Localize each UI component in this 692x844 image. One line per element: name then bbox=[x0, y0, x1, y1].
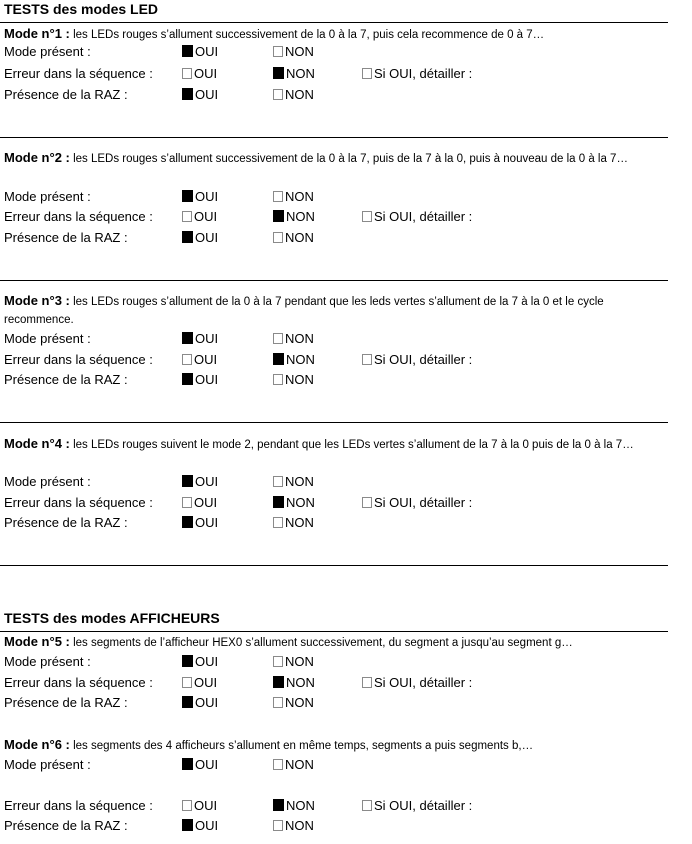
mode-present-label: Mode présent : bbox=[4, 474, 91, 489]
present-oui-option-label: OUI bbox=[195, 189, 219, 204]
erreur-non-option-checkbox[interactable] bbox=[273, 210, 284, 222]
detail-option-checkbox[interactable] bbox=[362, 677, 372, 688]
divider bbox=[0, 280, 668, 281]
present-oui-option-label: OUI bbox=[195, 757, 219, 772]
raz-non-option-checkbox[interactable] bbox=[273, 517, 283, 528]
present-non-option-label: NON bbox=[285, 474, 314, 489]
raz-oui-option-label: OUI bbox=[195, 87, 219, 102]
erreur-sequence-label: Erreur dans la séquence : bbox=[4, 495, 153, 510]
raz-oui-option-checkbox[interactable] bbox=[182, 696, 193, 708]
raz-non-option-checkbox[interactable] bbox=[273, 232, 283, 243]
present-non-option-label: NON bbox=[285, 654, 314, 669]
raz-presence-label: Présence de la RAZ : bbox=[4, 695, 128, 710]
divider bbox=[0, 22, 668, 23]
mode-text: les LEDs rouges suivent le mode 2, pendant que les LEDs vertes s’allument de la 7 à la 0 puis de la 0 à la 7… bbox=[69, 439, 634, 451]
mode-heading: Mode n°4 : bbox=[4, 436, 70, 451]
display-section-title: TESTS des modes AFFICHEURS bbox=[4, 610, 220, 626]
erreur-sequence-label: Erreur dans la séquence : bbox=[4, 798, 153, 813]
mode-text: les LEDs rouges s’allument successivement de la 0 à la 7, puis cela recommence de 0 à 7… bbox=[69, 29, 545, 41]
present-non-option[interactable] bbox=[273, 189, 314, 204]
mode-text: les LEDs rouges s’allument successivement de la 0 à la 7, puis de la 7 à la 0, puis à nouveau de la 0 à la 7… bbox=[69, 153, 628, 165]
raz-non-option-label: NON bbox=[285, 818, 314, 833]
erreur-oui-option[interactable] bbox=[182, 66, 217, 81]
detail-option-label: Si OUI, détailler : bbox=[374, 675, 473, 690]
present-non-option-checkbox[interactable] bbox=[273, 333, 283, 344]
raz-oui-option-checkbox[interactable] bbox=[182, 231, 193, 243]
detail-option-label: Si OUI, détailler : bbox=[374, 352, 473, 367]
raz-oui-option[interactable] bbox=[182, 515, 218, 530]
present-non-option[interactable] bbox=[273, 474, 314, 489]
raz-oui-option-checkbox[interactable] bbox=[182, 819, 193, 831]
divider bbox=[0, 137, 668, 138]
present-non-option-label: NON bbox=[285, 757, 314, 772]
mode-text: les segments de l’afficheur HEX0 s’allument successivement, du segment a jusqu’au segment g… bbox=[69, 637, 573, 649]
mode-heading: Mode n°1 : bbox=[4, 26, 70, 41]
erreur-non-option-label: NON bbox=[286, 675, 315, 690]
present-non-option-checkbox[interactable] bbox=[273, 476, 283, 487]
present-oui-option-checkbox[interactable] bbox=[182, 655, 193, 667]
raz-non-option-checkbox[interactable] bbox=[273, 374, 283, 385]
erreur-non-option-label: NON bbox=[286, 352, 315, 367]
present-oui-option-checkbox[interactable] bbox=[182, 45, 193, 57]
erreur-oui-option-checkbox[interactable] bbox=[182, 800, 192, 811]
mode-description bbox=[4, 633, 664, 652]
raz-non-option[interactable] bbox=[273, 87, 314, 102]
raz-oui-option-checkbox[interactable] bbox=[182, 373, 193, 385]
erreur-non-option[interactable] bbox=[273, 66, 315, 81]
raz-oui-option-label: OUI bbox=[195, 372, 219, 387]
mode-text: les segments des 4 afficheurs s’allument en même temps, segments a puis segments b,… bbox=[69, 740, 534, 752]
mode-description bbox=[4, 25, 664, 44]
erreur-non-option[interactable] bbox=[273, 798, 315, 813]
raz-non-option-label: NON bbox=[285, 230, 314, 245]
erreur-oui-option-checkbox[interactable] bbox=[182, 68, 192, 79]
raz-oui-option-checkbox[interactable] bbox=[182, 88, 193, 100]
present-non-option-checkbox[interactable] bbox=[273, 46, 283, 57]
mode-description bbox=[4, 292, 664, 329]
raz-non-option-label: NON bbox=[285, 87, 314, 102]
erreur-oui-option-label: OUI bbox=[194, 352, 218, 367]
detail-option-checkbox[interactable] bbox=[362, 354, 372, 365]
present-non-option[interactable] bbox=[273, 654, 314, 669]
present-oui-option[interactable] bbox=[182, 44, 218, 59]
mode-heading: Mode n°5 : bbox=[4, 634, 70, 649]
raz-oui-option[interactable] bbox=[182, 230, 218, 245]
divider bbox=[0, 631, 668, 632]
raz-oui-option-label: OUI bbox=[195, 695, 219, 710]
present-oui-option-checkbox[interactable] bbox=[182, 190, 193, 202]
raz-oui-option-label: OUI bbox=[195, 818, 219, 833]
present-oui-option-checkbox[interactable] bbox=[182, 758, 193, 770]
erreur-non-option[interactable] bbox=[273, 209, 315, 224]
present-non-option[interactable] bbox=[273, 44, 314, 59]
present-oui-option-label: OUI bbox=[195, 331, 219, 346]
raz-oui-option-label: OUI bbox=[195, 515, 219, 530]
detail-option[interactable] bbox=[362, 798, 472, 813]
erreur-oui-option[interactable] bbox=[182, 209, 217, 224]
present-non-option-checkbox[interactable] bbox=[273, 191, 283, 202]
mode-text: les LEDs rouges s’allument de la 0 à la 7 pendant que les leds vertes s’allument de la 7 à la 0 et le cycle recommence. bbox=[4, 296, 604, 326]
erreur-oui-option-checkbox[interactable] bbox=[182, 354, 192, 365]
raz-oui-option[interactable] bbox=[182, 818, 218, 833]
divider bbox=[0, 422, 668, 423]
raz-non-option[interactable] bbox=[273, 230, 314, 245]
erreur-non-option-checkbox[interactable] bbox=[273, 799, 284, 811]
present-non-option[interactable] bbox=[273, 757, 314, 772]
erreur-oui-option-checkbox[interactable] bbox=[182, 497, 192, 508]
erreur-non-option[interactable] bbox=[273, 675, 315, 690]
erreur-sequence-label: Erreur dans la séquence : bbox=[4, 352, 153, 367]
mode-present-label: Mode présent : bbox=[4, 189, 91, 204]
mode-present-label: Mode présent : bbox=[4, 757, 91, 772]
detail-option-label: Si OUI, détailler : bbox=[374, 495, 473, 510]
erreur-non-option-checkbox[interactable] bbox=[273, 496, 284, 508]
present-oui-option-checkbox[interactable] bbox=[182, 475, 193, 487]
detail-option[interactable] bbox=[362, 352, 472, 367]
raz-presence-label: Présence de la RAZ : bbox=[4, 230, 128, 245]
mode-heading: Mode n°6 : bbox=[4, 737, 70, 752]
erreur-non-option[interactable] bbox=[273, 352, 315, 367]
present-oui-option[interactable] bbox=[182, 654, 218, 669]
present-non-option-checkbox[interactable] bbox=[273, 656, 283, 667]
raz-non-option-checkbox[interactable] bbox=[273, 697, 283, 708]
raz-presence-label: Présence de la RAZ : bbox=[4, 515, 128, 530]
erreur-oui-option-checkbox[interactable] bbox=[182, 211, 192, 222]
mode-description bbox=[4, 435, 664, 454]
present-oui-option[interactable] bbox=[182, 331, 218, 346]
detail-option-checkbox[interactable] bbox=[362, 497, 372, 508]
present-oui-option-checkbox[interactable] bbox=[182, 332, 193, 344]
detail-option-checkbox[interactable] bbox=[362, 68, 372, 79]
mode-heading: Mode n°3 : bbox=[4, 293, 70, 308]
raz-oui-option-label: OUI bbox=[195, 230, 219, 245]
present-non-option-label: NON bbox=[285, 189, 314, 204]
present-oui-option[interactable] bbox=[182, 474, 218, 489]
erreur-sequence-label: Erreur dans la séquence : bbox=[4, 675, 153, 690]
present-non-option-checkbox[interactable] bbox=[273, 759, 283, 770]
erreur-oui-option-label: OUI bbox=[194, 66, 218, 81]
present-oui-option[interactable] bbox=[182, 189, 218, 204]
erreur-non-option-label: NON bbox=[286, 66, 315, 81]
raz-non-option[interactable] bbox=[273, 695, 314, 710]
erreur-non-option-checkbox[interactable] bbox=[273, 676, 284, 688]
present-non-option-label: NON bbox=[285, 331, 314, 346]
mode-heading: Mode n°2 : bbox=[4, 150, 70, 165]
erreur-oui-option-label: OUI bbox=[194, 495, 218, 510]
present-non-option-label: NON bbox=[285, 44, 314, 59]
detail-option-checkbox[interactable] bbox=[362, 800, 372, 811]
present-oui-option-label: OUI bbox=[195, 474, 219, 489]
erreur-non-option-label: NON bbox=[286, 798, 315, 813]
present-oui-option-label: OUI bbox=[195, 44, 219, 59]
detail-option-label: Si OUI, détailler : bbox=[374, 209, 473, 224]
raz-non-option[interactable] bbox=[273, 372, 314, 387]
raz-non-option[interactable] bbox=[273, 818, 314, 833]
detail-option[interactable] bbox=[362, 209, 472, 224]
raz-oui-option[interactable] bbox=[182, 695, 218, 710]
erreur-non-option-label: NON bbox=[286, 209, 315, 224]
erreur-sequence-label: Erreur dans la séquence : bbox=[4, 209, 153, 224]
raz-oui-option[interactable] bbox=[182, 87, 218, 102]
detail-option[interactable] bbox=[362, 66, 472, 81]
present-oui-option-label: OUI bbox=[195, 654, 219, 669]
detail-option-label: Si OUI, détailler : bbox=[374, 798, 473, 813]
erreur-sequence-label: Erreur dans la séquence : bbox=[4, 66, 153, 81]
raz-non-option-checkbox[interactable] bbox=[273, 89, 283, 100]
erreur-non-option[interactable] bbox=[273, 495, 315, 510]
raz-oui-option[interactable] bbox=[182, 372, 218, 387]
raz-oui-option-checkbox[interactable] bbox=[182, 516, 193, 528]
present-non-option[interactable] bbox=[273, 331, 314, 346]
raz-presence-label: Présence de la RAZ : bbox=[4, 818, 128, 833]
detail-option-label: Si OUI, détailler : bbox=[374, 66, 473, 81]
divider bbox=[0, 565, 668, 566]
erreur-non-option-checkbox[interactable] bbox=[273, 67, 284, 79]
raz-presence-label: Présence de la RAZ : bbox=[4, 87, 128, 102]
present-oui-option[interactable] bbox=[182, 757, 218, 772]
erreur-non-option-checkbox[interactable] bbox=[273, 353, 284, 365]
raz-non-option[interactable] bbox=[273, 515, 314, 530]
detail-option[interactable] bbox=[362, 495, 472, 510]
detail-option-checkbox[interactable] bbox=[362, 211, 372, 222]
erreur-oui-option[interactable] bbox=[182, 675, 217, 690]
mode-present-label: Mode présent : bbox=[4, 44, 91, 59]
mode-description bbox=[4, 736, 664, 755]
led-section-title: TESTS des modes LED bbox=[4, 1, 159, 17]
erreur-non-option-label: NON bbox=[286, 495, 315, 510]
erreur-oui-option-label: OUI bbox=[194, 798, 218, 813]
raz-non-option-label: NON bbox=[285, 695, 314, 710]
mode-present-label: Mode présent : bbox=[4, 654, 91, 669]
raz-non-option-label: NON bbox=[285, 372, 314, 387]
erreur-oui-option-label: OUI bbox=[194, 209, 218, 224]
mode-description bbox=[4, 149, 664, 168]
erreur-oui-option[interactable] bbox=[182, 798, 217, 813]
raz-non-option-checkbox[interactable] bbox=[273, 820, 283, 831]
erreur-oui-option-label: OUI bbox=[194, 675, 218, 690]
raz-non-option-label: NON bbox=[285, 515, 314, 530]
detail-option[interactable] bbox=[362, 675, 472, 690]
raz-presence-label: Présence de la RAZ : bbox=[4, 372, 128, 387]
mode-present-label: Mode présent : bbox=[4, 331, 91, 346]
erreur-oui-option[interactable] bbox=[182, 495, 217, 510]
erreur-oui-option-checkbox[interactable] bbox=[182, 677, 192, 688]
erreur-oui-option[interactable] bbox=[182, 352, 217, 367]
